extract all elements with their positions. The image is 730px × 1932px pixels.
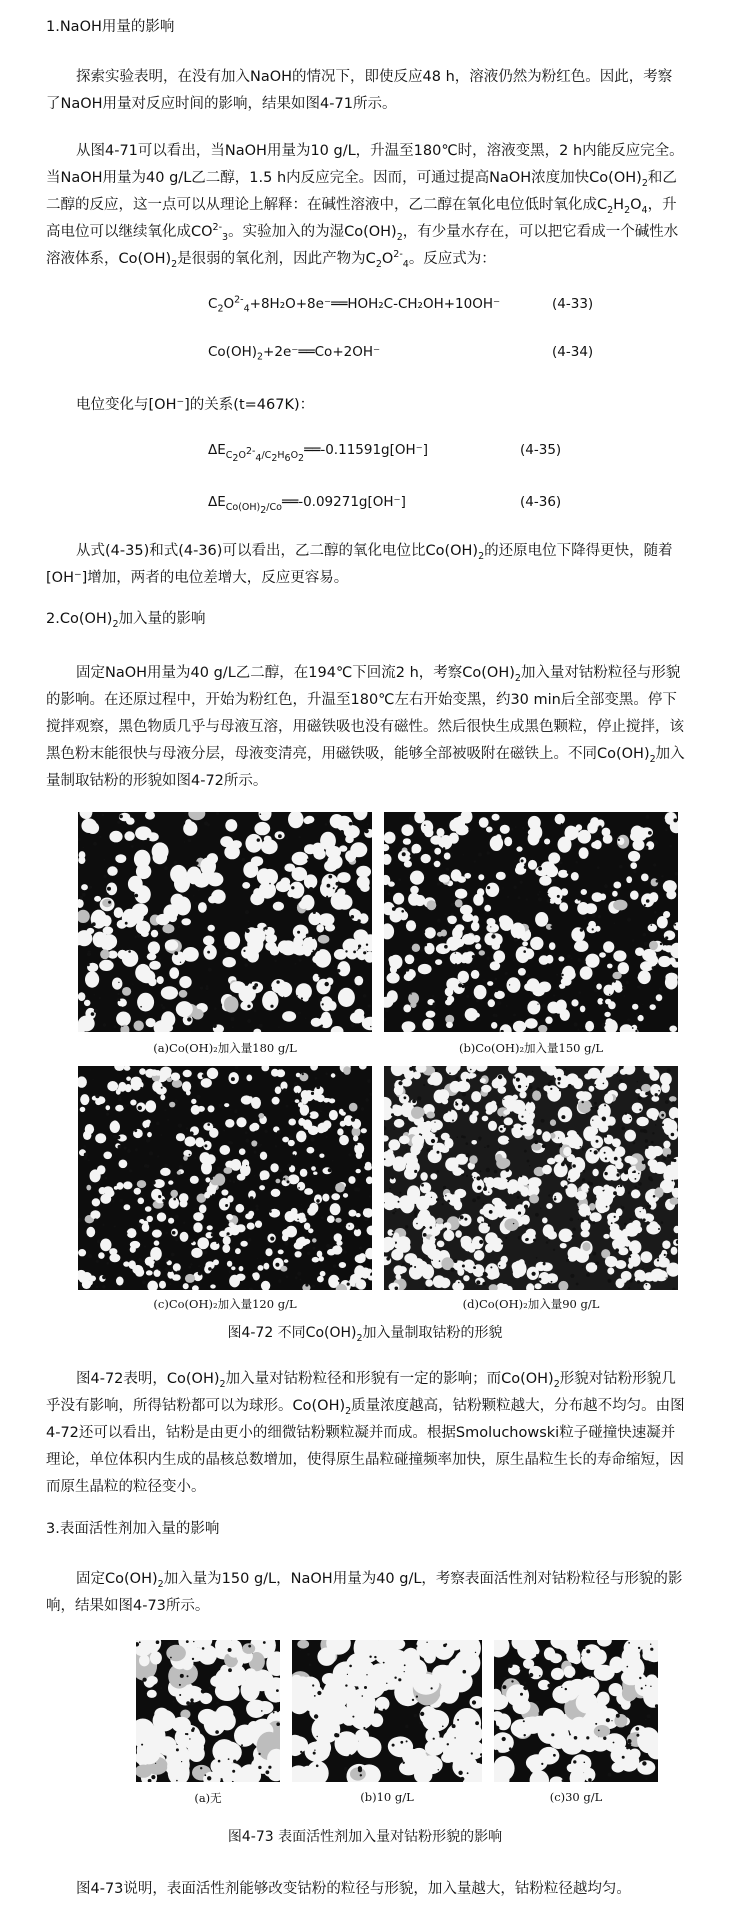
equation-4-34: $Co(OH)_2+2e^-══Co+2OH^-$ <box>208 344 381 363</box>
paragraph-5: 固定NaOH用量为40 g/L乙二醇，在194℃下回流2 h，考察$Co(OH)_2$加入量对钴粉粒径与形貌的影响。在还原过程中，开始为粉红色，升温至180℃左右开始变黑，约30 min后全部变黑。停下搅拌观察，黑色物质几乎与母液互溶，用磁铁吸也没有磁性。然后很快生成黑色颗粒，停止搅拌，该黑色粉末能很快与母液分层，母液变清亮，用磁铁吸，能够全部被吸附在磁铁上。不同$Co(OH)_2$加入量制取钴粉的形貌如图4-72所示。 <box>46 665 685 789</box>
paragraph-2: 从图4-71可以看出，当NaOH用量为10 g/L，升温至180℃时，溶液变黑，2 h内能反应完全。当NaOH用量为40 g/L乙二醇，1.5 h内反应完全。因而，可通过提高NaOH浓度加快$Co(OH)_2$和乙二醇的反应，这一点可以从理论上解释：在碱性溶液中，乙二醇在氧化电位低时氧化成$C_2H_2O_4$，升高电位可以继续氧化成$CO^{2-}_3$。实验加入的为湿$Co(OH)_2$，有少量水存在，可以把它看成一个碱性水溶液体系，$Co(OH)_2$是很弱的氧化剂，因此产物为$C_2O^{2-}_4$。反应式为： <box>46 143 684 270</box>
paragraph-8: 图4-73说明，表面活性剂能够改变钴粉的粒径与形貌，加入量越大，钴粉粒径越均匀。 <box>76 1881 631 1897</box>
figure-73-caption: 图4-73 表面活性剂加入量对钴粉形貌的影响 <box>227 1829 503 1845</box>
equation-number-4-33: (4-33) <box>552 296 594 312</box>
equation-4-35: $\Delta E_{C_2O^{2-}_4/C_2H_6O_2}══-0.11591g[OH^-]$ <box>208 442 429 464</box>
micrograph-72a <box>78 812 372 1032</box>
equation-number-4-35: (4-35) <box>520 442 562 458</box>
paragraph-1: 探索实验表明，在没有加入NaOH的情况下，即使反应48 h，溶液仍然为粉红色。因此，考察了NaOH用量对反应时间的影响，结果如图4-71所示。 <box>46 69 673 112</box>
caption-72b: (b)Co(OH)₂加入量150 g/L <box>458 1041 604 1055</box>
figure-72-caption: 图4-72 不同$Co(OH)_2$加入量制取钴粉的形貌 <box>227 1325 503 1344</box>
caption-73b: (b)10 g/L <box>360 1790 414 1804</box>
micrograph-72d <box>384 1066 678 1290</box>
paragraph-7: 固定$Co(OH)_2$加入量为150 g/L，NaOH用量为40 g/L，考察表面活性剂对钴粉粒径与形貌的影响，结果如图4-73所示。 <box>46 1571 683 1614</box>
caption-73c: (c)30 g/L <box>549 1790 603 1804</box>
section-1-title: 1.NaOH用量的影响 <box>46 19 175 35</box>
caption-72c: (c)Co(OH)₂加入量120 g/L <box>153 1297 297 1311</box>
equation-4-33: $C_2O^{2-}_4+8H_2O+8e^-══HOH_2C-CH_2OH+10OH^-$ <box>208 294 501 315</box>
paragraph-6: 图4-72表明，$Co(OH)_2$加入量对钴粉粒径和形貌有一定的影响；而$Co(OH)_2$形貌对钴粉形貌几乎没有影响，所得钴粉都可以为球形。$Co(OH)_2$质量浓度越高，钴粉颗粒越大，分布越不均匀。由图4-72还可以看出，钴粉是由更小的细微钴粉颗粒凝并而成。根据Smoluchowski粒子碰撞快速凝并理论，单位体积内生成的晶核总数增加，使得原生晶粒碰撞频率加快，原生晶粒生长的寿命缩短，因而原生晶粒的粒径变小。 <box>46 1371 685 1495</box>
paragraph-4: 从式(4-35)和式(4-36)可以看出，乙二醇的氧化电位比$Co(OH)_2$的还原电位下降得更快，随着[OH⁻]增加，两者的电位差增大，反应更容易。 <box>46 543 673 586</box>
equation-4-36: $\Delta E_{Co(OH)_2/Co}══-0.09271g[OH^-]$ <box>208 494 406 516</box>
caption-73a: (a)无 <box>194 1791 222 1805</box>
micrograph-72c <box>78 1066 372 1290</box>
paragraph-3: 电位变化与[OH⁻]的关系(t=467K)： <box>76 397 315 413</box>
micrograph-73a <box>136 1640 280 1782</box>
micrograph-72b <box>384 812 678 1032</box>
caption-72d: (d)Co(OH)₂加入量90 g/L <box>462 1297 600 1311</box>
equation-number-4-36: (4-36) <box>520 494 562 510</box>
equation-number-4-34: (4-34) <box>552 344 594 360</box>
micrograph-73c <box>494 1640 658 1782</box>
micrograph-73b <box>292 1640 482 1782</box>
caption-72a: (a)Co(OH)₂加入量180 g/L <box>153 1041 297 1055</box>
section-2-title: $2.Co(OH)_2$加入量的影响 <box>46 611 206 630</box>
section-3-title: 3.表面活性剂加入量的影响 <box>46 1521 220 1537</box>
